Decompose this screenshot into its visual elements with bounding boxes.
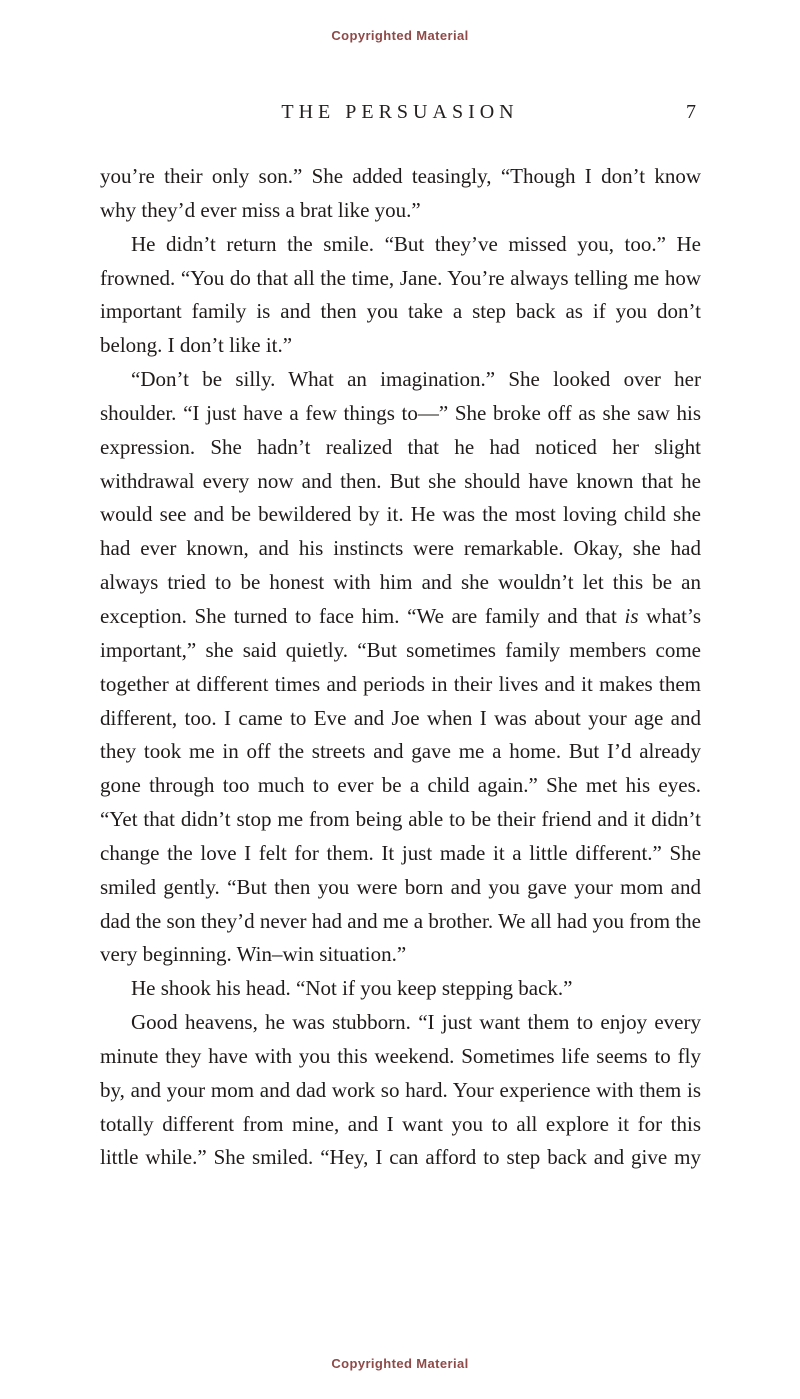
text-run: “Don’t be silly. What an imagination.” She looked over her shoulder. “I just have a few things to—” She broke off as she saw his expression. She hadn’t realized that he had noticed her slight withdrawal every now and then. But she should have known that he would see and be bewildered by it. He was the most loving child she had ever known, and his instincts were remarkable. Okay, she had always tried to be honest with him and she wouldn’t let this be an exception. She turned to face him. “We are family and that [100,367,701,628]
paragraph [100,160,701,228]
text-run: He shook his head. “Not if you keep stepping back.” [131,976,573,1001]
page-number: 7 [686,101,696,123]
paragraph [100,1006,701,1175]
paragraph [100,228,701,363]
text-run: Good heavens, he was stubborn. “I just want them to enjoy every minute they have with you this weekend. Sometimes life seems to fly by, and your mom and dad work so hard. Your experience with them is totally different from mine, and I want you to all explore it for this little while.” She smiled. “Hey, I can afford to step back and give my [100,1010,701,1170]
copyright-notice-top: Copyrighted Material [331,28,469,43]
page-body [100,160,701,1175]
paragraph [100,363,701,972]
page-header [100,101,700,127]
text-run: what’s important,” she said quietly. “But sometimes family members come together at different times and periods in their lives and it makes them different, too. I came to Eve and Joe when I was about your age and they took me in off the streets and gave me a home. But I’d already gone through too much to ever be a child again.” She met his eyes. “Yet that didn’t stop me from being able to be their friend and it didn’t change the love I felt for them. It just made it a little different.” She smiled gently. “But then you were born and you gave your mom and dad the son they’d never had and me a brother. We all had you from the very beginning. Win–win situation.” [100,603,701,967]
running-title: THE PERSUASION [281,101,519,123]
text-run: He didn’t return the smile. “But they’ve missed you, too.” He frowned. “You do that all the time, Jane. You’re always telling me how important family is and then you take a step back as if you don’t belong. I don’t like it.” [100,231,701,358]
text-run: you’re their only son.” She added teasingly, “Though I don’t know why they’d ever miss a brat like you.” [100,164,701,222]
italic-text-run: is [624,603,639,628]
paragraph [100,972,701,1006]
copyright-notice-bottom: Copyrighted Material [331,1356,469,1371]
